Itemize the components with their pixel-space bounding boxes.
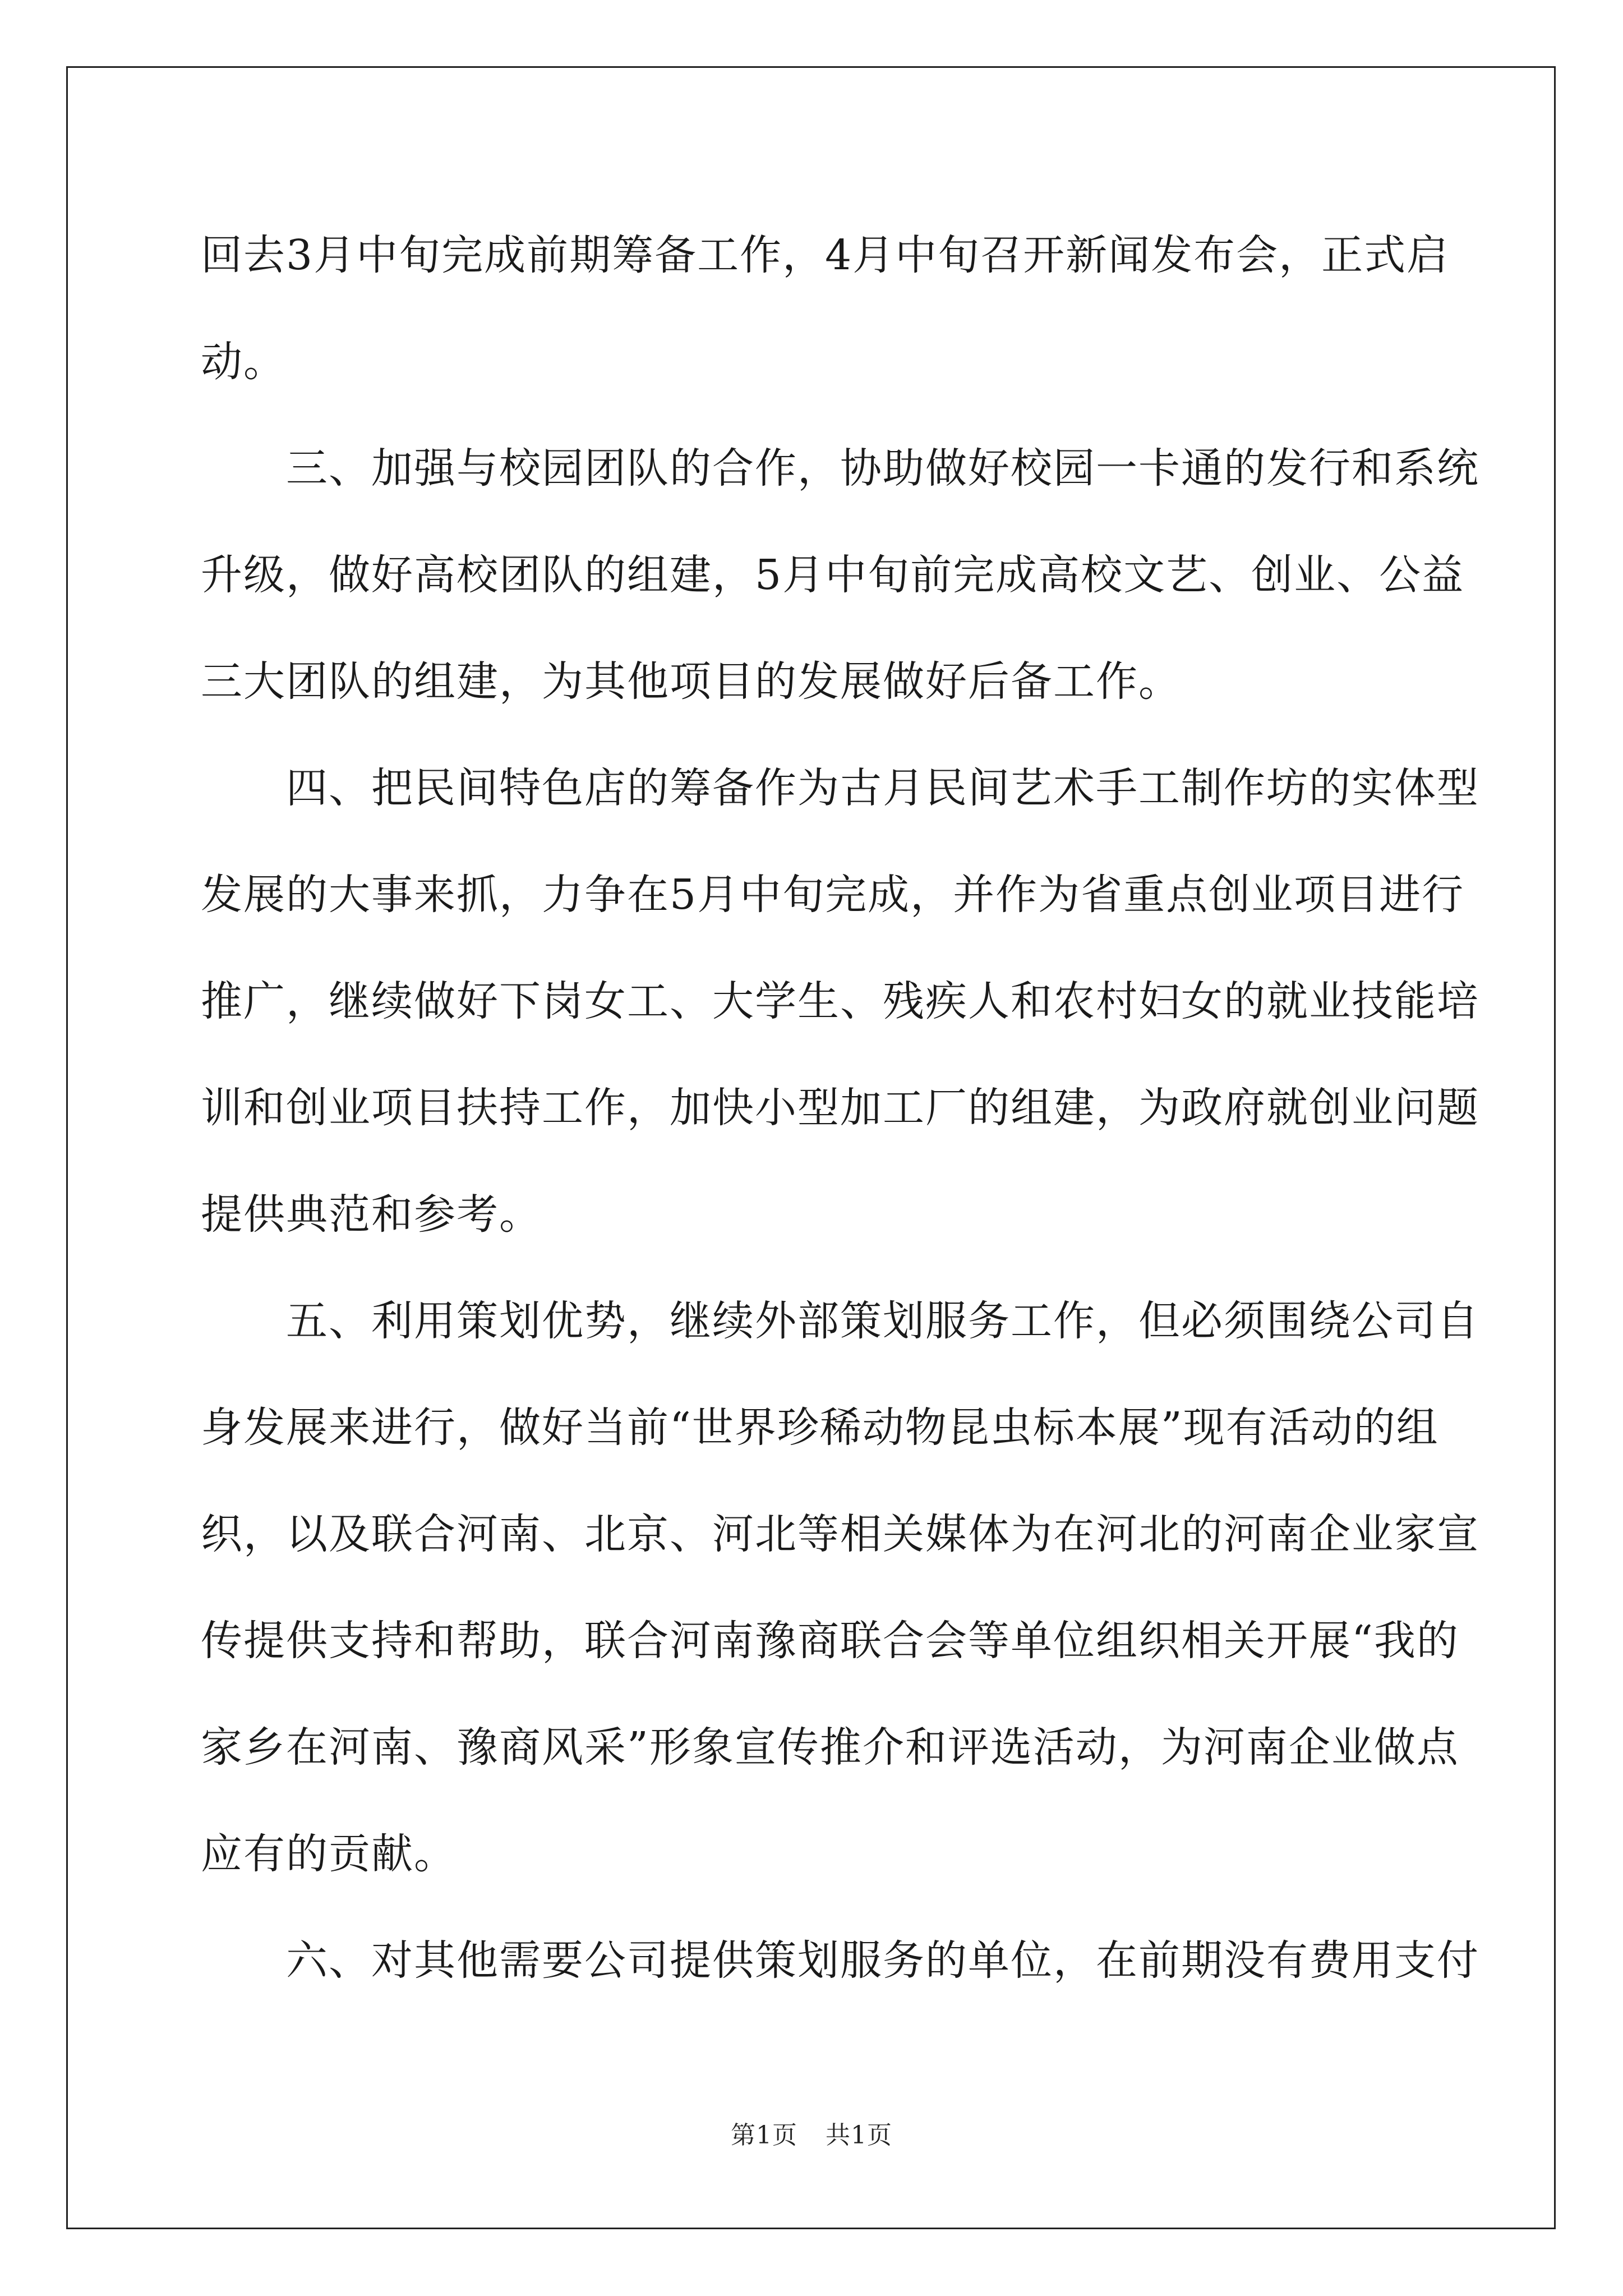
text-line: 五、利用策划优势，继续外部策划服务工作，但必须围绕公司自 — [201, 1297, 1479, 1345]
text-line: 动。 — [201, 338, 286, 386]
page-number: 第1页 — [731, 2121, 797, 2150]
text-line: 升级，做好高校团队的组建，5月中旬前完成高校文艺、创业、公益 — [201, 551, 1465, 599]
text-line: 三、加强与校园团队的合作，协助做好校园一卡通的发行和系统 — [201, 444, 1479, 493]
text-line: 发展的大事来抓，力争在5月中旬完成，并作为省重点创业项目进行 — [201, 871, 1465, 919]
text-line: 织，以及联合河南、北京、河北等相关媒体为在河北的河南企业家宣 — [201, 1510, 1479, 1558]
page-footer — [0, 2115, 1623, 2151]
text-line: 家乡在河南、豫商风采”形象宣传推介和评选活动，为河南企业做点 — [201, 1723, 1459, 1772]
text-line: 推广，继续做好下岗女工、大学生、残疾人和农村妇女的就业技能培 — [201, 977, 1479, 1025]
text-line: 提供典范和参考。 — [201, 1190, 542, 1239]
text-line: 六、对其他需要公司提供策划服务的单位，在前期没有费用支付 — [201, 1936, 1479, 1985]
text-line: 应有的贡献。 — [201, 1830, 457, 1878]
total-pages: 共1页 — [826, 2121, 892, 2150]
text-line: 回去3月中旬完成前期筹备工作，4月中旬召开新闻发布会，正式启 — [201, 231, 1450, 279]
text-line: 训和创业项目扶持工作，加快小型加工厂的组建，为政府就创业问题 — [201, 1084, 1479, 1132]
text-line: 传提供支持和帮助，联合河南豫商联合会等单位组织相关开展“我的 — [201, 1617, 1459, 1665]
document-body — [201, 202, 1479, 2014]
text-line: 四、把民间特色店的筹备作为古月民间艺术手工制作坊的实体型 — [201, 764, 1479, 812]
text-line: 身发展来进行，做好当前“世界珍稀动物昆虫标本展”现有活动的组 — [201, 1404, 1439, 1452]
text-line: 三大团队的组建，为其他项目的发展做好后备工作。 — [201, 657, 1181, 706]
